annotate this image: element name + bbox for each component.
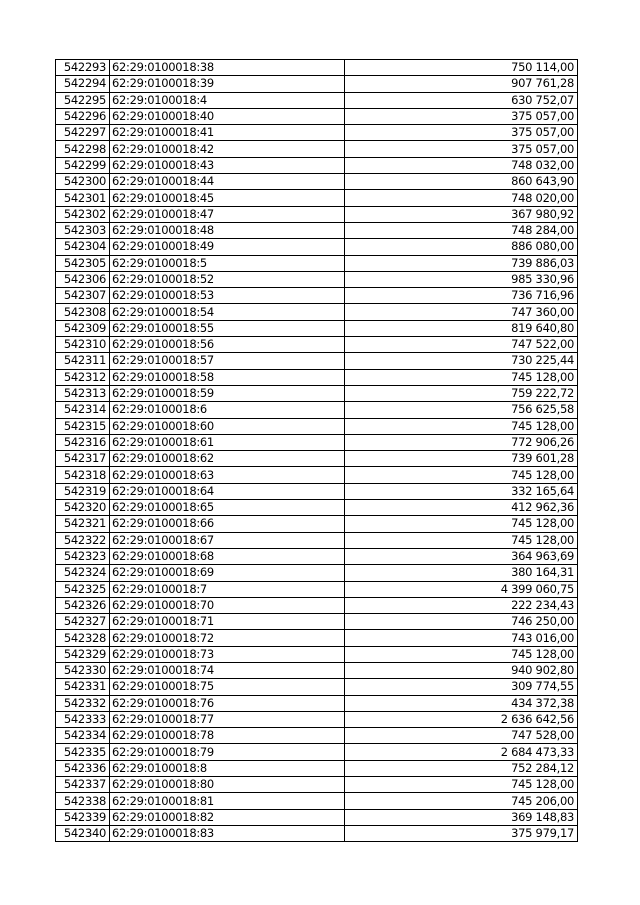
row-id-cell: 542313 <box>56 385 110 401</box>
table-row <box>56 467 578 483</box>
row-id-cell: 542323 <box>56 548 110 564</box>
row-id-cell: 542301 <box>56 190 110 206</box>
table-row <box>56 483 578 499</box>
table-row <box>56 662 578 678</box>
cadastral-number-cell: 62:29:0100018:48 <box>110 222 345 238</box>
row-id-cell: 542338 <box>56 793 110 809</box>
cadastral-number-cell: 62:29:0100018:44 <box>110 174 345 190</box>
value-cell: 739 886,03 <box>345 255 578 271</box>
cadastral-number-cell: 62:29:0100018:60 <box>110 418 345 434</box>
table-row <box>56 760 578 776</box>
value-cell: 2 684 473,33 <box>345 744 578 760</box>
cadastral-number-cell: 62:29:0100018:41 <box>110 125 345 141</box>
cadastral-number-cell: 62:29:0100018:67 <box>110 532 345 548</box>
row-id-cell: 542306 <box>56 271 110 287</box>
row-id-cell: 542331 <box>56 679 110 695</box>
value-cell: 736 716,96 <box>345 288 578 304</box>
row-id-cell: 542308 <box>56 304 110 320</box>
value-cell: 985 330,96 <box>345 271 578 287</box>
cadastral-number-cell: 62:29:0100018:4 <box>110 92 345 108</box>
cadastral-number-cell: 62:29:0100018:49 <box>110 239 345 255</box>
cadastral-number-cell: 62:29:0100018:71 <box>110 614 345 630</box>
value-cell: 745 128,00 <box>345 646 578 662</box>
cadastral-number-cell: 62:29:0100018:39 <box>110 76 345 92</box>
table-row <box>56 695 578 711</box>
cadastral-number-cell: 62:29:0100018:53 <box>110 288 345 304</box>
row-id-cell: 542305 <box>56 255 110 271</box>
cadastral-number-cell: 62:29:0100018:73 <box>110 646 345 662</box>
row-id-cell: 542321 <box>56 516 110 532</box>
cadastral-number-cell: 62:29:0100018:58 <box>110 369 345 385</box>
value-cell: 748 020,00 <box>345 190 578 206</box>
row-id-cell: 542303 <box>56 222 110 238</box>
row-id-cell: 542336 <box>56 760 110 776</box>
value-cell: 745 128,00 <box>345 532 578 548</box>
cadastral-number-cell: 62:29:0100018:72 <box>110 630 345 646</box>
row-id-cell: 542337 <box>56 777 110 793</box>
row-id-cell: 542322 <box>56 532 110 548</box>
row-id-cell: 542296 <box>56 108 110 124</box>
cadastral-number-cell: 62:29:0100018:42 <box>110 141 345 157</box>
cadastral-number-cell: 62:29:0100018:75 <box>110 679 345 695</box>
table-row <box>56 777 578 793</box>
row-id-cell: 542330 <box>56 662 110 678</box>
row-id-cell: 542320 <box>56 500 110 516</box>
table-row <box>56 630 578 646</box>
table-row <box>56 597 578 613</box>
table-row <box>56 385 578 401</box>
row-id-cell: 542312 <box>56 369 110 385</box>
cadastral-number-cell: 62:29:0100018:81 <box>110 793 345 809</box>
table-row <box>56 288 578 304</box>
value-cell: 309 774,55 <box>345 679 578 695</box>
cadastral-number-cell: 62:29:0100018:7 <box>110 581 345 597</box>
row-id-cell: 542319 <box>56 483 110 499</box>
cadastral-number-cell: 62:29:0100018:65 <box>110 500 345 516</box>
cadastral-number-cell: 62:29:0100018:61 <box>110 434 345 450</box>
row-id-cell: 542311 <box>56 353 110 369</box>
table-row <box>56 679 578 695</box>
cadastral-number-cell: 62:29:0100018:6 <box>110 402 345 418</box>
row-id-cell: 542310 <box>56 337 110 353</box>
cadastral-number-cell: 62:29:0100018:74 <box>110 662 345 678</box>
value-cell: 746 250,00 <box>345 614 578 630</box>
value-cell: 940 902,80 <box>345 662 578 678</box>
row-id-cell: 542294 <box>56 76 110 92</box>
table-row <box>56 157 578 173</box>
table-row <box>56 793 578 809</box>
table-row <box>56 402 578 418</box>
value-cell: 752 284,12 <box>345 760 578 776</box>
table-row <box>56 825 578 841</box>
table-row <box>56 614 578 630</box>
table-row <box>56 190 578 206</box>
table-row <box>56 369 578 385</box>
table-row <box>56 60 578 76</box>
cadastral-number-cell: 62:29:0100018:59 <box>110 385 345 401</box>
cadastral-number-cell: 62:29:0100018:52 <box>110 271 345 287</box>
row-id-cell: 542316 <box>56 434 110 450</box>
value-cell: 412 962,36 <box>345 500 578 516</box>
table-row <box>56 728 578 744</box>
row-id-cell: 542297 <box>56 125 110 141</box>
cadastral-number-cell: 62:29:0100018:78 <box>110 728 345 744</box>
cadastral-number-cell: 62:29:0100018:5 <box>110 255 345 271</box>
row-id-cell: 542314 <box>56 402 110 418</box>
cadastral-number-cell: 62:29:0100018:83 <box>110 825 345 841</box>
value-cell: 750 114,00 <box>345 60 578 76</box>
table-row <box>56 206 578 222</box>
cadastral-number-cell: 62:29:0100018:56 <box>110 337 345 353</box>
cadastral-number-cell: 62:29:0100018:69 <box>110 565 345 581</box>
table-row <box>56 646 578 662</box>
value-cell: 743 016,00 <box>345 630 578 646</box>
table-row <box>56 809 578 825</box>
table-body <box>56 60 578 842</box>
table-row <box>56 320 578 336</box>
cadastral-value-table <box>55 59 578 842</box>
row-id-cell: 542298 <box>56 141 110 157</box>
value-cell: 375 057,00 <box>345 125 578 141</box>
row-id-cell: 542302 <box>56 206 110 222</box>
cadastral-number-cell: 62:29:0100018:70 <box>110 597 345 613</box>
cadastral-number-cell: 62:29:0100018:54 <box>110 304 345 320</box>
table-row <box>56 92 578 108</box>
table-row <box>56 516 578 532</box>
cadastral-number-cell: 62:29:0100018:66 <box>110 516 345 532</box>
row-id-cell: 542340 <box>56 825 110 841</box>
row-id-cell: 542317 <box>56 451 110 467</box>
value-cell: 819 640,80 <box>345 320 578 336</box>
value-cell: 434 372,38 <box>345 695 578 711</box>
value-cell: 332 165,64 <box>345 483 578 499</box>
value-cell: 747 360,00 <box>345 304 578 320</box>
value-cell: 860 643,90 <box>345 174 578 190</box>
table-row <box>56 532 578 548</box>
value-cell: 772 906,26 <box>345 434 578 450</box>
table-row <box>56 711 578 727</box>
value-cell: 367 980,92 <box>345 206 578 222</box>
value-cell: 630 752,07 <box>345 92 578 108</box>
value-cell: 364 963,69 <box>345 548 578 564</box>
row-id-cell: 542332 <box>56 695 110 711</box>
table-row <box>56 141 578 157</box>
table-row <box>56 304 578 320</box>
value-cell: 748 284,00 <box>345 222 578 238</box>
table-row <box>56 108 578 124</box>
table-row <box>56 337 578 353</box>
table-row <box>56 418 578 434</box>
row-id-cell: 542326 <box>56 597 110 613</box>
cadastral-number-cell: 62:29:0100018:8 <box>110 760 345 776</box>
table-row <box>56 548 578 564</box>
value-cell: 907 761,28 <box>345 76 578 92</box>
value-cell: 745 128,00 <box>345 516 578 532</box>
table-row <box>56 565 578 581</box>
row-id-cell: 542304 <box>56 239 110 255</box>
row-id-cell: 542333 <box>56 711 110 727</box>
value-cell: 375 057,00 <box>345 108 578 124</box>
row-id-cell: 542293 <box>56 60 110 76</box>
cadastral-number-cell: 62:29:0100018:64 <box>110 483 345 499</box>
table-row <box>56 76 578 92</box>
table-row <box>56 222 578 238</box>
value-cell: 747 528,00 <box>345 728 578 744</box>
table-row <box>56 239 578 255</box>
value-cell: 747 522,00 <box>345 337 578 353</box>
cadastral-number-cell: 62:29:0100018:68 <box>110 548 345 564</box>
cadastral-number-cell: 62:29:0100018:45 <box>110 190 345 206</box>
value-cell: 375 057,00 <box>345 141 578 157</box>
table-row <box>56 271 578 287</box>
table-row <box>56 255 578 271</box>
value-cell: 730 225,44 <box>345 353 578 369</box>
row-id-cell: 542299 <box>56 157 110 173</box>
table-row <box>56 125 578 141</box>
table-row <box>56 434 578 450</box>
row-id-cell: 542334 <box>56 728 110 744</box>
value-cell: 2 636 642,56 <box>345 711 578 727</box>
row-id-cell: 542295 <box>56 92 110 108</box>
value-cell: 380 164,31 <box>345 565 578 581</box>
value-cell: 4 399 060,75 <box>345 581 578 597</box>
cadastral-number-cell: 62:29:0100018:47 <box>110 206 345 222</box>
value-cell: 745 206,00 <box>345 793 578 809</box>
cadastral-number-cell: 62:29:0100018:82 <box>110 809 345 825</box>
value-cell: 745 128,00 <box>345 418 578 434</box>
table-row <box>56 174 578 190</box>
row-id-cell: 542327 <box>56 614 110 630</box>
row-id-cell: 542328 <box>56 630 110 646</box>
row-id-cell: 542300 <box>56 174 110 190</box>
value-cell: 745 128,00 <box>345 467 578 483</box>
row-id-cell: 542315 <box>56 418 110 434</box>
cadastral-number-cell: 62:29:0100018:43 <box>110 157 345 173</box>
row-id-cell: 542339 <box>56 809 110 825</box>
cadastral-number-cell: 62:29:0100018:80 <box>110 777 345 793</box>
table-row <box>56 581 578 597</box>
cadastral-number-cell: 62:29:0100018:62 <box>110 451 345 467</box>
value-cell: 222 234,43 <box>345 597 578 613</box>
value-cell: 886 080,00 <box>345 239 578 255</box>
table-row <box>56 451 578 467</box>
cadastral-number-cell: 62:29:0100018:57 <box>110 353 345 369</box>
cadastral-number-cell: 62:29:0100018:38 <box>110 60 345 76</box>
value-cell: 745 128,00 <box>345 777 578 793</box>
value-cell: 739 601,28 <box>345 451 578 467</box>
row-id-cell: 542325 <box>56 581 110 597</box>
cadastral-number-cell: 62:29:0100018:40 <box>110 108 345 124</box>
value-cell: 756 625,58 <box>345 402 578 418</box>
table-row <box>56 353 578 369</box>
row-id-cell: 542329 <box>56 646 110 662</box>
cadastral-number-cell: 62:29:0100018:55 <box>110 320 345 336</box>
cadastral-number-cell: 62:29:0100018:63 <box>110 467 345 483</box>
cadastral-number-cell: 62:29:0100018:76 <box>110 695 345 711</box>
cadastral-number-cell: 62:29:0100018:79 <box>110 744 345 760</box>
value-cell: 745 128,00 <box>345 369 578 385</box>
row-id-cell: 542307 <box>56 288 110 304</box>
table-row <box>56 744 578 760</box>
cadastral-number-cell: 62:29:0100018:77 <box>110 711 345 727</box>
table-row <box>56 500 578 516</box>
value-cell: 369 148,83 <box>345 809 578 825</box>
row-id-cell: 542318 <box>56 467 110 483</box>
row-id-cell: 542324 <box>56 565 110 581</box>
row-id-cell: 542335 <box>56 744 110 760</box>
value-cell: 375 979,17 <box>345 825 578 841</box>
value-cell: 759 222,72 <box>345 385 578 401</box>
row-id-cell: 542309 <box>56 320 110 336</box>
value-cell: 748 032,00 <box>345 157 578 173</box>
